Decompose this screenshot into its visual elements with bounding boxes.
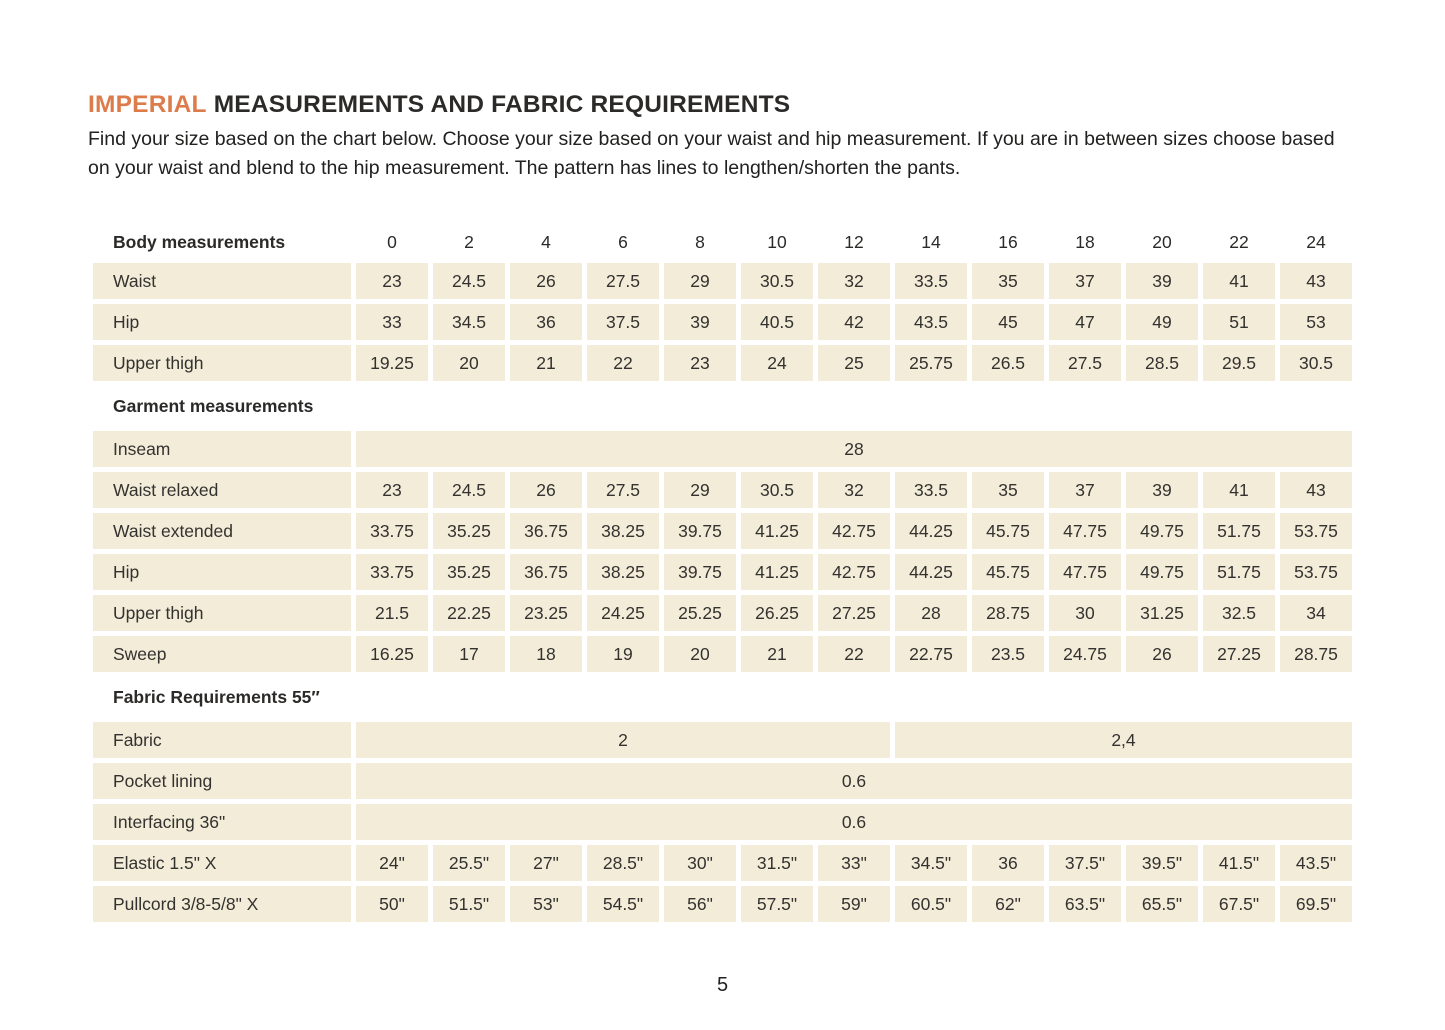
value-cell: 27" [510,845,582,881]
value-cell: 56" [664,886,736,922]
value-cell: 30.5 [741,472,813,508]
row-label: Fabric [93,722,351,758]
size-header-cell: 6 [618,231,628,252]
value-cell: 63.5" [1049,886,1121,922]
value-cell: 53 [1280,304,1352,340]
measurement-table [93,226,1352,922]
value-cell: 51 [1203,304,1275,340]
value-cell: 35.25 [433,554,505,590]
value-cell: 27.5 [587,263,659,299]
value-cell: 22.25 [433,595,505,631]
value-cell: 37.5" [1049,845,1121,881]
value-cell: 33" [818,845,890,881]
value-cell: 26.5 [972,345,1044,381]
table-header-label: Body measurements [113,231,286,252]
value-cell: 41.5" [1203,845,1275,881]
value-cell: 23 [664,345,736,381]
value-cell: 51.75 [1203,513,1275,549]
value-cell: 29 [664,263,736,299]
value-cell: 20 [664,636,736,672]
value-cell: 31.25 [1126,595,1198,631]
row-label: Waist extended [93,513,351,549]
value-cell: 26 [510,263,582,299]
value-cell: 0.6 [356,763,1352,799]
value-cell: 30.5 [741,263,813,299]
value-cell: 42 [818,304,890,340]
size-header-cell: 20 [1152,231,1172,252]
value-cell: 2 [356,722,890,758]
value-cell: 19.25 [356,345,428,381]
value-cell: 27.25 [818,595,890,631]
value-cell: 33.5 [895,263,967,299]
value-cell: 27.25 [1203,636,1275,672]
value-cell: 27.5 [1049,345,1121,381]
row-label: Upper thigh [93,345,351,381]
value-cell: 41 [1203,263,1275,299]
value-cell: 43 [1280,263,1352,299]
row-label: Elastic 1.5" X [93,845,351,881]
value-cell: 39.75 [664,513,736,549]
size-header-cell: 16 [998,231,1018,252]
value-cell: 22 [587,345,659,381]
value-cell: 24.5 [433,472,505,508]
size-header-cell: 18 [1075,231,1095,252]
value-cell: 47.75 [1049,513,1121,549]
value-cell: 29.5 [1203,345,1275,381]
value-cell: 57.5" [741,886,813,922]
value-cell: 33.75 [356,554,428,590]
value-cell: 35 [972,263,1044,299]
value-cell: 50" [356,886,428,922]
value-cell: 21 [741,636,813,672]
row-label: Interfacing 36" [93,804,351,840]
value-cell: 32 [818,472,890,508]
title-spacer [207,91,214,118]
value-cell: 0.6 [356,804,1352,840]
row-label: Waist relaxed [93,472,351,508]
value-cell: 17 [433,636,505,672]
value-cell: 23 [356,263,428,299]
value-cell: 34.5" [895,845,967,881]
value-cell: 38.25 [587,513,659,549]
value-cell: 45.75 [972,513,1044,549]
value-cell: 42.75 [818,554,890,590]
value-cell: 20 [433,345,505,381]
title-highlight: IMPERIAL [88,91,207,118]
value-cell: 22 [818,636,890,672]
value-cell: 29 [664,472,736,508]
value-cell: 35.25 [433,513,505,549]
value-cell: 36.75 [510,554,582,590]
page-title [88,91,790,119]
value-cell: 60.5" [895,886,967,922]
value-cell: 24" [356,845,428,881]
value-cell: 22.75 [895,636,967,672]
value-cell: 28 [895,595,967,631]
size-header-cell: 24 [1306,231,1326,252]
value-cell: 30.5 [1280,345,1352,381]
value-cell: 28.5" [587,845,659,881]
value-cell: 25.5" [433,845,505,881]
value-cell: 41 [1203,472,1275,508]
value-cell: 18 [510,636,582,672]
value-cell: 36.75 [510,513,582,549]
value-cell: 43.5 [895,304,967,340]
value-cell: 28.75 [1280,636,1352,672]
value-cell: 26 [1126,636,1198,672]
value-cell: 24.25 [587,595,659,631]
value-cell: 39 [1126,472,1198,508]
page-number: 5 [716,974,729,996]
value-cell: 2,4 [895,722,1352,758]
value-cell: 28 [356,431,1352,467]
value-cell: 31.5" [741,845,813,881]
value-cell: 54.5" [587,886,659,922]
value-cell: 28.5 [1126,345,1198,381]
size-header-cell: 2 [464,231,474,252]
value-cell: 37.5 [587,304,659,340]
value-cell: 26 [510,472,582,508]
value-cell: 47.75 [1049,554,1121,590]
value-cell: 37 [1049,472,1121,508]
value-cell: 41.25 [741,513,813,549]
value-cell: 23.5 [972,636,1044,672]
value-cell: 27.5 [587,472,659,508]
value-cell: 25.25 [664,595,736,631]
value-cell: 43.5" [1280,845,1352,881]
value-cell: 32.5 [1203,595,1275,631]
value-cell: 53.75 [1280,554,1352,590]
size-header-cell: 0 [387,231,397,252]
value-cell: 24 [741,345,813,381]
value-cell: 44.25 [895,513,967,549]
value-cell: 38.25 [587,554,659,590]
value-cell: 45.75 [972,554,1044,590]
value-cell: 35 [972,472,1044,508]
value-cell: 67.5" [1203,886,1275,922]
value-cell: 39 [664,304,736,340]
value-cell: 33.75 [356,513,428,549]
size-header-cell: 8 [695,231,705,252]
row-label: Hip [93,304,351,340]
row-label: Pocket lining [93,763,351,799]
value-cell: 33 [356,304,428,340]
title-rest: MEASUREMENTS AND FABRIC REQUIREMENTS [213,91,791,118]
value-cell: 30 [1049,595,1121,631]
value-cell: 42.75 [818,513,890,549]
value-cell: 19 [587,636,659,672]
value-cell: 51.5" [433,886,505,922]
value-cell: 21 [510,345,582,381]
value-cell: 34.5 [433,304,505,340]
size-header-cell: 22 [1229,231,1249,252]
value-cell: 33.5 [895,472,967,508]
value-cell: 28.75 [972,595,1044,631]
value-cell: 44.25 [895,554,967,590]
value-cell: 53.75 [1280,513,1352,549]
value-cell: 23 [356,472,428,508]
value-cell: 47 [1049,304,1121,340]
value-cell: 59" [818,886,890,922]
value-cell: 69.5" [1280,886,1352,922]
value-cell: 40.5 [741,304,813,340]
value-cell: 62" [972,886,1044,922]
value-cell: 26.25 [741,595,813,631]
value-cell: 25 [818,345,890,381]
row-label: Pullcord 3/8-5/8" X [93,886,351,922]
value-cell: 25.75 [895,345,967,381]
value-cell: 49 [1126,304,1198,340]
measurement-table-wrap [93,226,1352,922]
section-title: Fabric Requirements 55″ [113,686,320,707]
value-cell: 32 [818,263,890,299]
value-cell: 43 [1280,472,1352,508]
value-cell: 37 [1049,263,1121,299]
intro-paragraph: Find your size based on the chart below. Choose your size based on your waist and hip measurement. If you are in between sizes choose based on your waist and blend to the hip measurement. The pattern has lines to lengthen/shorten the pants. [88,128,1335,179]
value-cell: 45 [972,304,1044,340]
size-header-cell: 10 [767,231,787,252]
value-cell: 65.5" [1126,886,1198,922]
value-cell: 34 [1280,595,1352,631]
value-cell: 51.75 [1203,554,1275,590]
value-cell: 24.5 [433,263,505,299]
value-cell: 39.75 [664,554,736,590]
value-cell: 49.75 [1126,513,1198,549]
value-cell: 30" [664,845,736,881]
row-label: Sweep [93,636,351,672]
value-cell: 49.75 [1126,554,1198,590]
size-header-cell: 12 [844,231,864,252]
value-cell: 39 [1126,263,1198,299]
value-cell: 21.5 [356,595,428,631]
row-label: Waist [93,263,351,299]
value-cell: 23.25 [510,595,582,631]
value-cell: 39.5" [1126,845,1198,881]
row-label: Inseam [93,431,351,467]
value-cell: 53" [510,886,582,922]
value-cell: 41.25 [741,554,813,590]
value-cell: 36 [972,845,1044,881]
row-label: Upper thigh [93,595,351,631]
size-header-cell: 14 [921,231,941,252]
value-cell: 36 [510,304,582,340]
section-title: Garment measurements [113,395,314,416]
value-cell: 24.75 [1049,636,1121,672]
row-label: Hip [93,554,351,590]
size-header-cell: 4 [541,231,551,252]
value-cell: 16.25 [356,636,428,672]
